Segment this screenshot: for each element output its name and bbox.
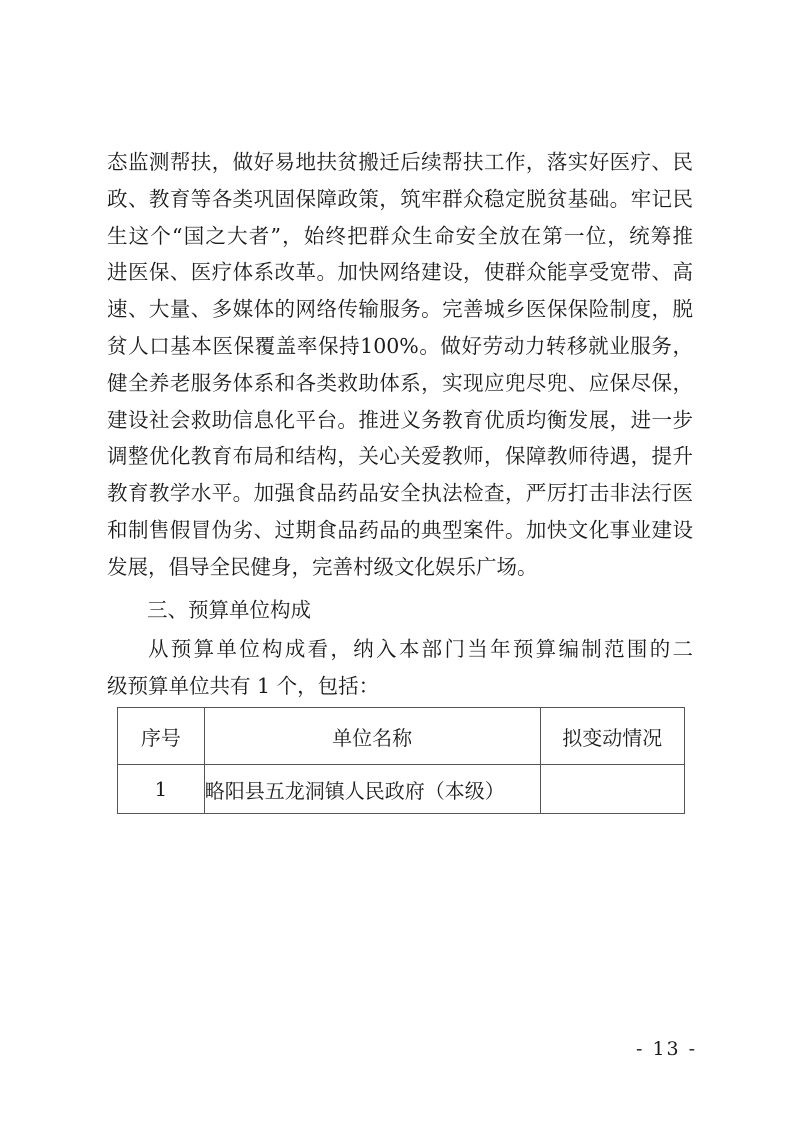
paragraph-line: 和制售假冒伪劣、过期食品药品的典型案件。加快文化事业建设: [107, 517, 693, 542]
paragraph-line: 从预算单位构成看，纳入本部门当年预算编制范围的二: [148, 637, 693, 661]
cell-planned-change: [540, 765, 685, 814]
paragraph-line: 教育教学水平。加强食品药品安全执法检查，严厉打击非法行医: [107, 481, 693, 506]
paragraph-line: 政、教育等各类巩固保障政策，筑牢群众稳定脱贫基础。牢记民: [107, 186, 693, 211]
header-serial-number: 序号: [118, 708, 205, 765]
table-header-row: [118, 708, 685, 765]
header-planned-change: 拟变动情况: [540, 708, 685, 765]
paragraph-line: 级预算单位共有 1 个，包括：: [107, 673, 380, 698]
paragraph-line: 生这个“国之大者”，始终把群众生命安全放在第一位，统筹推: [107, 223, 693, 248]
cell-unit-name: 略阳县五龙洞镇人民政府（本级）: [204, 765, 540, 814]
paragraph-line: 贫人口基本医保覆盖率保持100%。做好劳动力转移就业服务，: [107, 333, 693, 358]
cell-serial-number: 1: [118, 765, 205, 814]
header-unit-name: 单位名称: [204, 708, 540, 765]
body-paragraph: [107, 144, 693, 586]
page-number: - 13 -: [636, 1038, 698, 1060]
paragraph-line: 健全养老服务体系和各类救助体系，实现应兜尽兜、应保尽保，: [107, 370, 693, 395]
budget-units-table: [117, 707, 685, 814]
paragraph-line: 发展，倡导全民健身，完善村级文化娱乐广场。: [107, 554, 538, 579]
section-heading: 三、预算单位构成: [147, 598, 311, 622]
table-row: [118, 765, 685, 814]
paragraph-line: 速、大量、多媒体的网络传输服务。完善城乡医保保险制度，脱: [107, 297, 693, 322]
paragraph-line: 调整优化教育布局和结构，关心关爱教师，保障教师待遇，提升: [107, 444, 693, 469]
section-paragraph: [107, 631, 693, 705]
paragraph-line: 建设社会救助信息化平台。推进义务教育优质均衡发展，进一步: [107, 407, 693, 432]
paragraph-line: 进医保、医疗体系改革。加快网络建设，使群众能享受宽带、高: [107, 260, 693, 285]
paragraph-line: 态监测帮扶，做好易地扶贫搬迁后续帮扶工作，落实好医疗、民: [107, 150, 693, 174]
